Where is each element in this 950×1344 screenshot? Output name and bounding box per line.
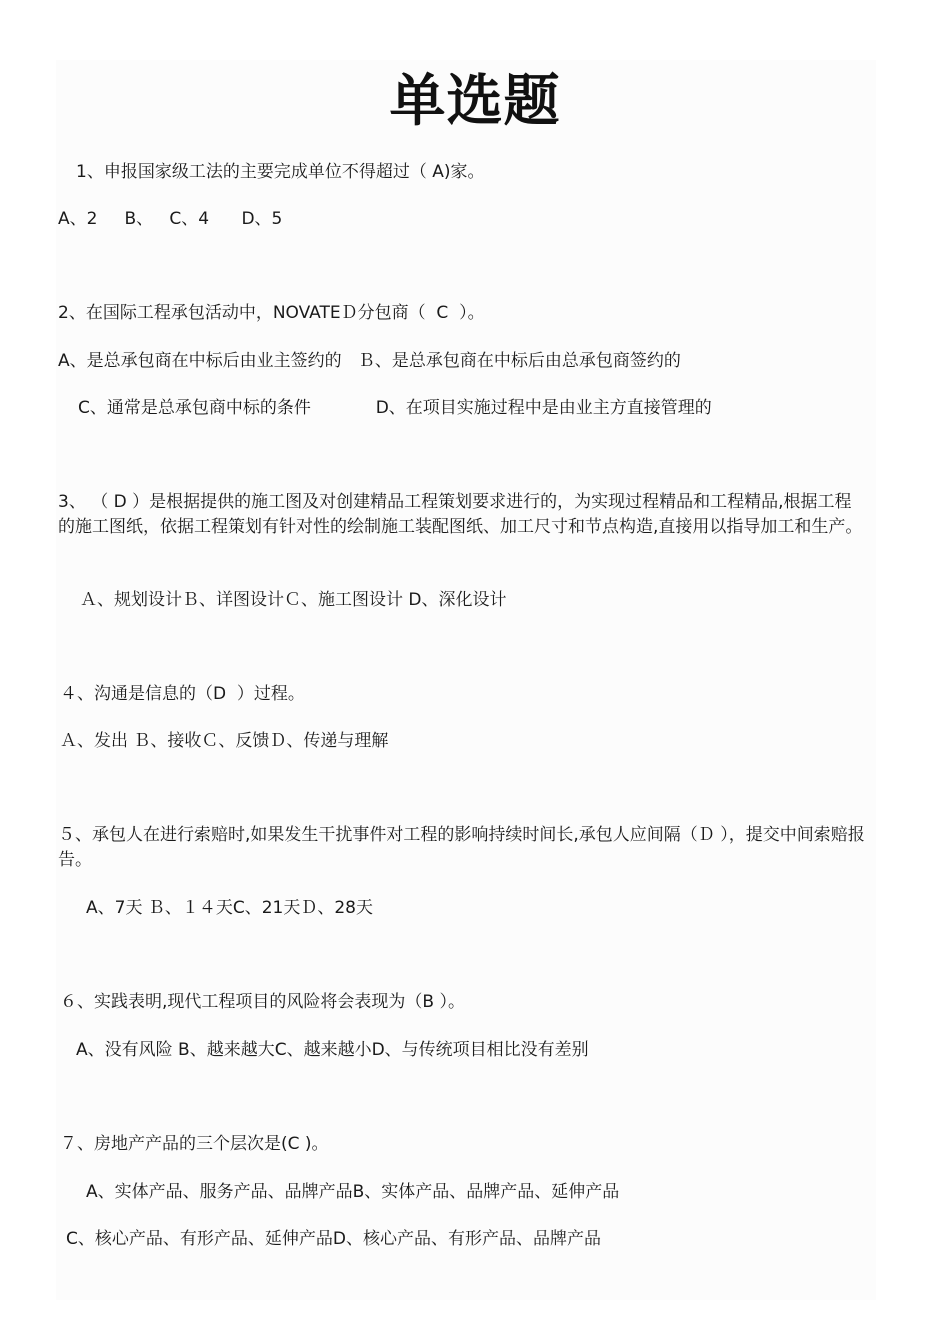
question-2-options-row-1: A、是总承包商在中标后由业主签约的 Ｂ、是总承包商在中标后由总承包商签约的 bbox=[58, 351, 681, 371]
question-1-options: A、2 B、 C、4 D、5 bbox=[58, 209, 283, 229]
question-2-options-row-2: C、通常是总承包商中标的条件 D、在项目实施过程中是由业主方直接管理的 bbox=[78, 398, 712, 418]
question-5-options: A、7天 Ｂ、１４天C、21天Ｄ、28天 bbox=[86, 898, 373, 918]
question-5-stem: ５、承包人在进行索赔时,如果发生干扰事件对工程的影响持续时间长,承包人应间隔（Ｄ ），提交中间索赔报告。 bbox=[58, 825, 865, 870]
question-2-stem: 2、在国际工程承包活动中，NOVATEＤ分包商（ C ）。 bbox=[58, 303, 485, 323]
question-7-options-row-2: C、核心产品、有形产品、延伸产品D、核心产品、有形产品、品牌产品 bbox=[66, 1229, 601, 1249]
question-6-options: A、没有风险 B、越来越大C、越来越小D、与传统项目相比没有差别 bbox=[76, 1040, 589, 1060]
question-3-options: Ａ、规划设计Ｂ、详图设计Ｃ、施工图设计 D、深化设计 bbox=[80, 590, 507, 610]
question-3-stem: 3、 （ D ）是根据提供的施工图及对创建精品工程策划要求进行的，为实现过程精品和工程精品,根据工程的施工图纸，依据工程策划有针对性的绘制施工装配图纸、加工尺寸和节点构造,直接用以指导加工和生产。 bbox=[58, 492, 863, 537]
question-6-stem: ６、实践表明,现代工程项目的风险将会表现为（B ）。 bbox=[60, 992, 465, 1012]
question-4-stem: ４、沟通是信息的（D ）过程。 bbox=[60, 684, 305, 704]
page-title: 单选题 bbox=[389, 69, 561, 134]
question-1-stem: 1、申报国家级工法的主要完成单位不得超过（ A)家。 bbox=[76, 162, 485, 182]
question-7-options-row-1: A、实体产品、服务产品、品牌产品B、实体产品、品牌产品、延伸产品 bbox=[86, 1182, 620, 1202]
question-7-stem: ７、房地产产品的三个层次是(C )。 bbox=[60, 1134, 329, 1154]
document-page bbox=[56, 60, 876, 1300]
question-4-options: Ａ、发出 Ｂ、接收Ｃ、反馈Ｄ、传递与理解 bbox=[60, 731, 389, 751]
